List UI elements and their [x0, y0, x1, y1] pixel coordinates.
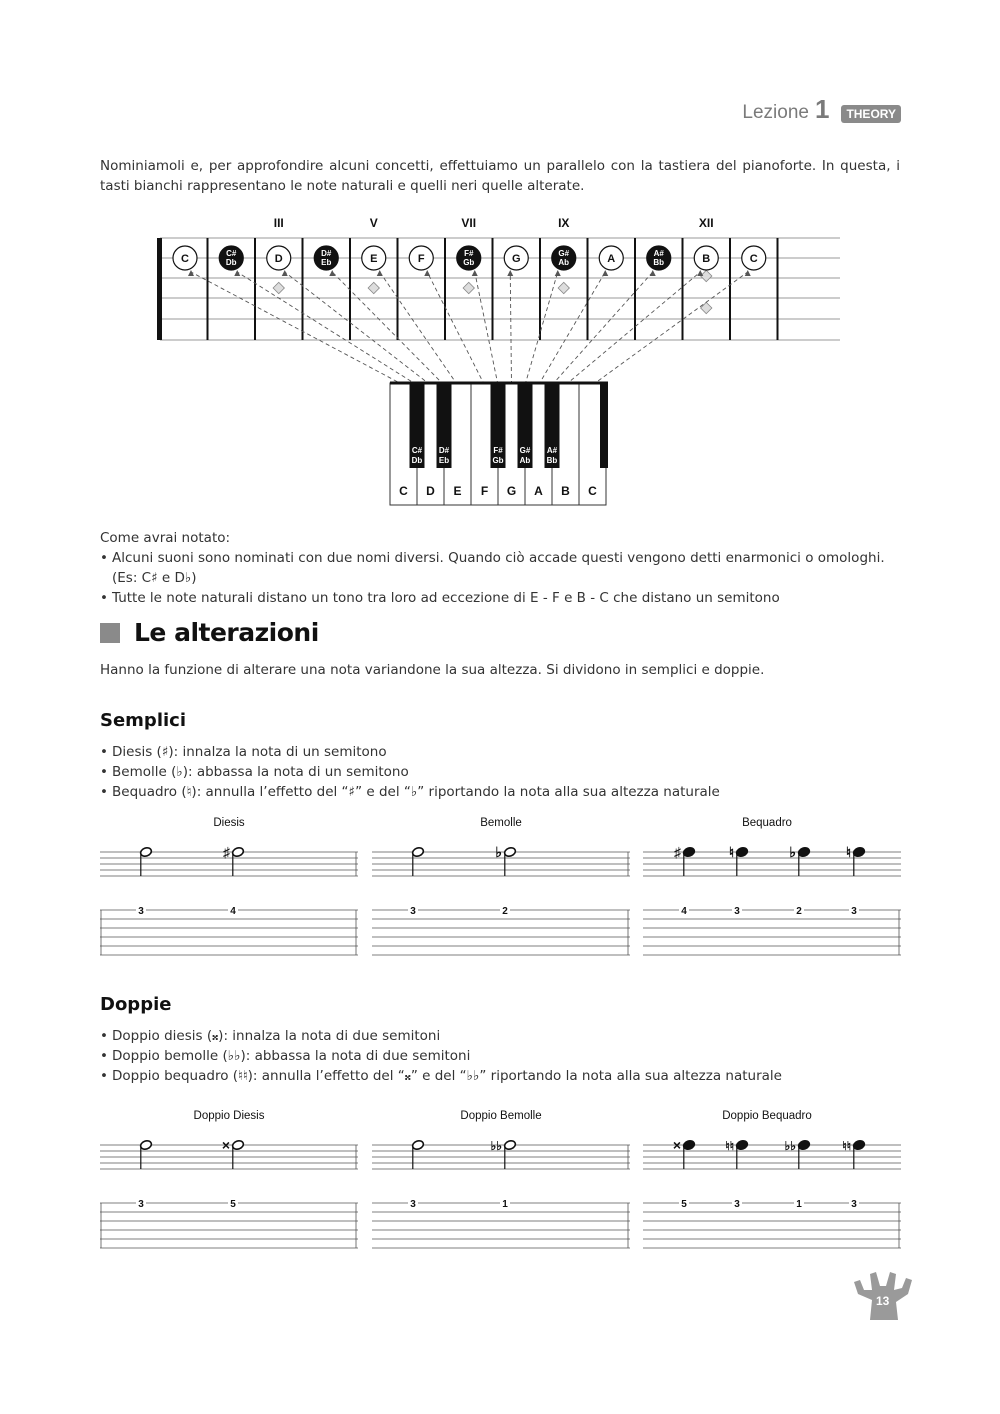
svg-text:Bb: Bb [653, 258, 665, 267]
fret-note [694, 246, 718, 270]
svg-text:G#: G# [519, 446, 531, 455]
doppie-notation [100, 1105, 902, 1255]
svg-text:Ab: Ab [519, 456, 531, 465]
arrow-head [377, 270, 383, 276]
svg-text:C: C [749, 253, 758, 265]
svg-text:Db: Db [411, 456, 423, 465]
doppie-title: Doppie [100, 994, 172, 1015]
arrow-head [329, 270, 335, 276]
svg-text:G: G [506, 484, 517, 498]
fret-marker: VII [461, 216, 477, 230]
mapping-arrow [525, 272, 558, 385]
svg-text:C#: C# [411, 446, 423, 455]
fret-inlay [368, 282, 379, 293]
observations-intro: Come avrai notato: [100, 530, 231, 546]
fret-note [173, 246, 197, 270]
tab-number: 3 [410, 906, 416, 917]
fret-marker: XII [698, 216, 714, 230]
notation-block [643, 1110, 901, 1248]
staff-note [673, 1137, 696, 1169]
semplici-item: • Bequadro (♮): annulla l’effetto del “♯” e del “♭” riportando la nota alla sua altezza naturale [100, 782, 900, 802]
piano-black-key [410, 383, 425, 468]
svg-text:Ab: Ab [558, 258, 570, 267]
svg-text:Bb: Bb [546, 456, 558, 465]
accidental: × [221, 1137, 230, 1153]
svg-text:C: C [181, 253, 189, 265]
staff-note [842, 1139, 865, 1169]
svg-text:D: D [426, 484, 435, 498]
svg-text:Gb: Gb [463, 258, 475, 267]
semplici-notation [100, 812, 902, 962]
section-title: Le alterazioni [134, 618, 319, 647]
svg-text:G#: G# [558, 249, 570, 258]
fret-note [362, 246, 386, 270]
fretboard-piano-diagram [150, 210, 850, 510]
mapping-arrow [237, 272, 417, 385]
arrow-head [602, 270, 608, 276]
piano-black-key [518, 383, 533, 468]
notation-title: Doppio Bemolle [460, 1110, 542, 1122]
accidental: ♮ [728, 844, 734, 860]
arrow-head [472, 270, 478, 276]
svg-text:B: B [561, 484, 570, 498]
tab-number: 3 [734, 906, 740, 917]
fret-marker: V [369, 216, 378, 230]
tab-number: 3 [851, 906, 857, 917]
accidental: ♭♭ [784, 1139, 796, 1153]
notation-block [643, 817, 901, 955]
notation-title: Bequadro [742, 817, 792, 829]
notation-title: Doppio Bequadro [722, 1110, 812, 1122]
piano-black-key [545, 383, 560, 468]
tab-number: 3 [851, 1199, 857, 1210]
arrow-head [282, 270, 288, 276]
section-intro: Hanno la funzione di alterare una nota variandone la sua altezza. Si dividono in semplici e doppie. [100, 662, 765, 678]
tab-number: 1 [502, 1199, 508, 1210]
fret-note [599, 246, 623, 270]
staff-note [495, 844, 516, 876]
svg-text:C: C [399, 484, 408, 498]
tab-number: 5 [230, 1199, 236, 1210]
lesson-header [742, 94, 901, 125]
fret-marker: III [273, 216, 284, 230]
staff-note [222, 1137, 245, 1169]
svg-text:D: D [274, 253, 283, 265]
notation-block [100, 817, 358, 955]
fret-inlay [463, 282, 474, 293]
staff-note [139, 846, 152, 876]
staff-note [725, 1139, 748, 1169]
doppie-list [100, 1026, 900, 1086]
semplici-item: • Diesis (♯): innalza la nota di un semitono [100, 742, 900, 762]
fret-note [314, 246, 338, 270]
tab-number: 3 [410, 1199, 416, 1210]
svg-text:F#: F# [464, 249, 474, 258]
section-heading [100, 618, 319, 647]
theory-badge: THEORY [841, 105, 901, 123]
staff-note [491, 1139, 517, 1169]
fret-note [219, 246, 243, 270]
svg-text:C: C [588, 484, 597, 498]
staff-note [846, 844, 866, 876]
accidental: ♭ [495, 844, 502, 860]
fret-note [552, 246, 576, 270]
svg-text:F#: F# [493, 446, 503, 455]
accidental: × [672, 1137, 681, 1153]
doppie-item: • Doppio bemolle (♭♭): abbassa la nota di due semitoni [100, 1046, 900, 1066]
staff-note [674, 844, 696, 876]
arrow-head [555, 270, 561, 276]
accidental: ♮♮ [725, 1139, 734, 1153]
staff-note [223, 844, 245, 876]
tab-number: 5 [681, 1199, 687, 1210]
fret-note [504, 246, 528, 270]
svg-text:A: A [607, 253, 616, 265]
tab-number: 2 [502, 906, 508, 917]
staff-note [729, 844, 749, 876]
fret-note [409, 246, 433, 270]
notation-block [372, 1110, 630, 1248]
piano-black-key [437, 383, 452, 468]
staff-note [139, 1139, 152, 1169]
lesson-word: Lezione [742, 102, 809, 123]
arrow-head [650, 270, 656, 276]
tab-number: 4 [230, 906, 236, 917]
arrow-head [424, 270, 430, 276]
notation-block [100, 1110, 358, 1248]
mapping-arrow [593, 272, 748, 385]
page-number: 13 [876, 1294, 890, 1308]
staff-note [785, 1139, 811, 1169]
intro-paragraph: Nominiamoli e, per approfondire alcuni concetti, effettuiamo un parallelo con la tastiera del pianoforte. In questa, i tasti bianchi rappresentano le note naturali e quelli neri quelle alterate. [100, 158, 900, 194]
fret-note [267, 246, 291, 270]
svg-text:Eb: Eb [321, 258, 332, 267]
svg-text:C#: C# [226, 249, 237, 258]
fret-note [742, 246, 766, 270]
tab-number: 1 [796, 1199, 802, 1210]
observation-item: • Alcuni suoni sono nominati con due nomi diversi. Quando ciò accade questi vengono detti enarmonici o omologhi. (Es: C♯ e D♭) [100, 548, 900, 588]
notation-block [372, 817, 630, 955]
fret-inlay [701, 302, 712, 313]
accidental: ♯ [674, 844, 681, 860]
tab-number: 4 [681, 906, 687, 917]
accidental: ♭♭ [490, 1139, 502, 1153]
svg-text:A: A [534, 484, 543, 498]
semplici-item: • Bemolle (♭): abbassa la nota di un semitono [100, 762, 900, 782]
svg-text:Db: Db [225, 258, 237, 267]
mapping-arrow [475, 272, 498, 385]
svg-text:D#: D# [438, 446, 450, 455]
accidental: ♮ [845, 844, 851, 860]
svg-text:G: G [511, 253, 521, 265]
observations [100, 528, 900, 608]
svg-text:B: B [702, 253, 711, 265]
mapping-arrow [510, 272, 511, 385]
svg-text:Gb: Gb [492, 456, 504, 465]
mapping-arrow [539, 272, 606, 385]
svg-text:A#: A# [653, 249, 664, 258]
arrow-head [697, 270, 703, 276]
svg-text:F: F [417, 253, 425, 265]
staff-note [411, 1139, 424, 1169]
lesson-number: 1 [814, 94, 830, 124]
guitar-nut [157, 238, 162, 340]
mapping-arrow [566, 272, 701, 385]
observation-item: • Tutte le note naturali distano un tono tra loro ad eccezione di E - F e B - C che distano un semitono [100, 588, 900, 608]
fret-marker: IX [558, 216, 570, 230]
svg-text:E: E [453, 484, 462, 498]
svg-text:A#: A# [546, 446, 558, 455]
svg-text:F: F [480, 484, 489, 498]
tab-number: 2 [796, 906, 802, 917]
piano-partial-key [600, 383, 608, 468]
arrow-head [507, 270, 513, 276]
tab-number: 3 [138, 1199, 144, 1210]
notation-title: Doppio Diesis [193, 1110, 265, 1122]
accidental: ♮♮ [842, 1139, 851, 1153]
svg-text:Eb: Eb [438, 456, 450, 465]
fret-note [457, 246, 481, 270]
heading-square-icon [100, 623, 120, 643]
staff-note [789, 844, 810, 876]
fret-note [647, 246, 671, 270]
semplici-title: Semplici [100, 710, 186, 731]
tab-number: 3 [138, 906, 144, 917]
accidental: ♭ [789, 844, 796, 860]
svg-text:D#: D# [321, 249, 332, 258]
fret-inlay [558, 282, 569, 293]
mapping-arrow [285, 272, 431, 385]
doppie-item: • Doppio diesis (𝄪): innalza la nota di due semitoni [100, 1026, 900, 1046]
mapping-arrow [427, 272, 484, 385]
fret-inlay [273, 282, 284, 293]
tab-number: 3 [734, 1199, 740, 1210]
notation-title: Diesis [213, 817, 245, 829]
svg-text:E: E [370, 253, 378, 265]
doppie-item: • Doppio bequadro (♮♮): annulla l’effetto del “𝄪” e del “♭♭” riportando la nota alla sua altezza naturale [100, 1066, 900, 1086]
notation-title: Bemolle [480, 817, 522, 829]
accidental: ♯ [223, 844, 230, 860]
semplici-list [100, 742, 900, 802]
staff-note [411, 846, 424, 876]
piano-black-key [491, 383, 506, 468]
